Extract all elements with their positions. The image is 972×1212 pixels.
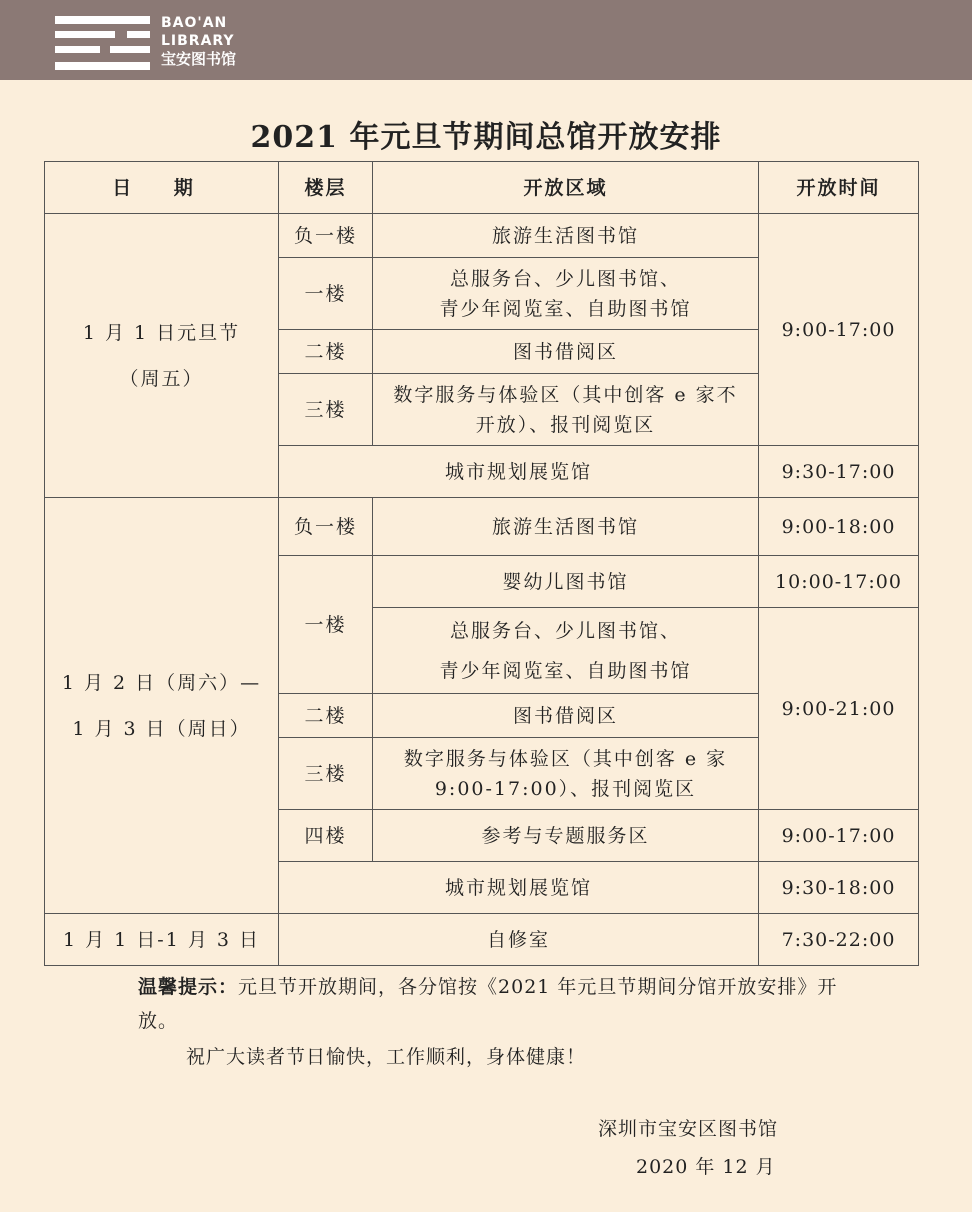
library-logo-text — [161, 14, 236, 68]
logo-cn: 宝安图书馆 — [161, 50, 237, 68]
date-day2-line1: 1 月 2 日（周六）— — [61, 671, 262, 694]
time-cell: 9:00-21:00 — [759, 608, 919, 810]
date-day2-line2: 1 月 3 日（周日） — [72, 717, 251, 740]
floor-cell: 三楼 — [279, 738, 373, 810]
header-floor: 楼层 — [279, 162, 373, 214]
area-cell: 旅游生活图书馆 — [373, 214, 759, 258]
area-cell: 婴幼儿图书馆 — [373, 556, 759, 608]
area-cell: 自修室 — [279, 914, 759, 966]
logo-en-line2: LIBRARY — [161, 33, 235, 49]
area-cell: 旅游生活图书馆 — [373, 498, 759, 556]
header-area: 开放区域 — [373, 162, 759, 214]
holiday-wish: 祝广大读者节日愉快，工作顺利，身体健康！ — [186, 1046, 587, 1068]
time-cell: 9:00-17:00 — [759, 214, 919, 446]
table-row — [45, 498, 919, 556]
signature-org: 深圳市宝安区图书馆 — [598, 1118, 779, 1140]
floor-cell: 一楼 — [279, 258, 373, 330]
header-bar — [0, 0, 972, 80]
area-cell: 城市规划展览馆 — [279, 446, 759, 498]
logo-en-line1: BAO'AN — [161, 15, 228, 31]
time-cell: 9:30-17:00 — [759, 446, 919, 498]
table-row — [45, 914, 919, 966]
floor-cell: 二楼 — [279, 330, 373, 374]
area-cell: 图书借阅区 — [373, 694, 759, 738]
opening-schedule-table — [44, 161, 919, 966]
floor-cell: 负一楼 — [279, 214, 373, 258]
floor-cell: 负一楼 — [279, 498, 373, 556]
date-day1-line2: （周五） — [119, 367, 204, 390]
floor-cell: 二楼 — [279, 694, 373, 738]
time-cell: 7:30-22:00 — [759, 914, 919, 966]
area-cell: 图书借阅区 — [373, 330, 759, 374]
area-line: 开放）、报刊阅览区 — [475, 413, 656, 436]
signature-date: 2020 年 12 月 — [636, 1156, 776, 1178]
area-cell — [373, 374, 759, 446]
floor-cell: 四楼 — [279, 810, 373, 862]
area-line: 数字服务与体验区（其中创客 e 家不 — [393, 383, 738, 406]
header-time: 开放时间 — [759, 162, 919, 214]
time-cell: 9:30-18:00 — [759, 862, 919, 914]
library-logo-icon — [55, 16, 150, 70]
header-date: 日 期 — [45, 162, 279, 214]
area-line: 青少年阅览室、自助图书馆 — [439, 659, 692, 682]
tip-text: 元旦节开放期间，各分馆按《2021 年元旦节期间分馆开放安排》开放。 — [138, 976, 838, 1032]
time-cell: 9:00-18:00 — [759, 498, 919, 556]
date-cell-study: 1 月 1 日-1 月 3 日 — [45, 914, 279, 966]
area-line: 9:00-17:00）、报刊阅览区 — [434, 777, 697, 800]
area-cell: 参考与专题服务区 — [373, 810, 759, 862]
floor-cell: 一楼 — [279, 556, 373, 694]
area-cell — [373, 738, 759, 810]
date-cell-day1 — [45, 214, 279, 498]
date-cell-day2 — [45, 498, 279, 914]
floor-cell: 三楼 — [279, 374, 373, 446]
area-line: 总服务台、少儿图书馆、 — [449, 267, 681, 290]
time-cell: 10:00-17:00 — [759, 556, 919, 608]
table-row — [45, 214, 919, 258]
area-line: 青少年阅览室、自助图书馆 — [439, 297, 692, 320]
tip-label: 温馨提示： — [138, 976, 239, 998]
area-cell: 城市规划展览馆 — [279, 862, 759, 914]
table-header-row — [45, 162, 919, 214]
warm-tip — [138, 970, 838, 1038]
area-cell — [373, 608, 759, 694]
date-day1-line1: 1 月 1 日元旦节 — [82, 321, 241, 344]
page-title: 2021 年元旦节期间总馆开放安排 — [250, 120, 722, 155]
area-cell — [373, 258, 759, 330]
area-line: 数字服务与体验区（其中创客 e 家 — [403, 747, 728, 770]
area-line: 总服务台、少儿图书馆、 — [449, 619, 681, 642]
time-cell: 9:00-17:00 — [759, 810, 919, 862]
